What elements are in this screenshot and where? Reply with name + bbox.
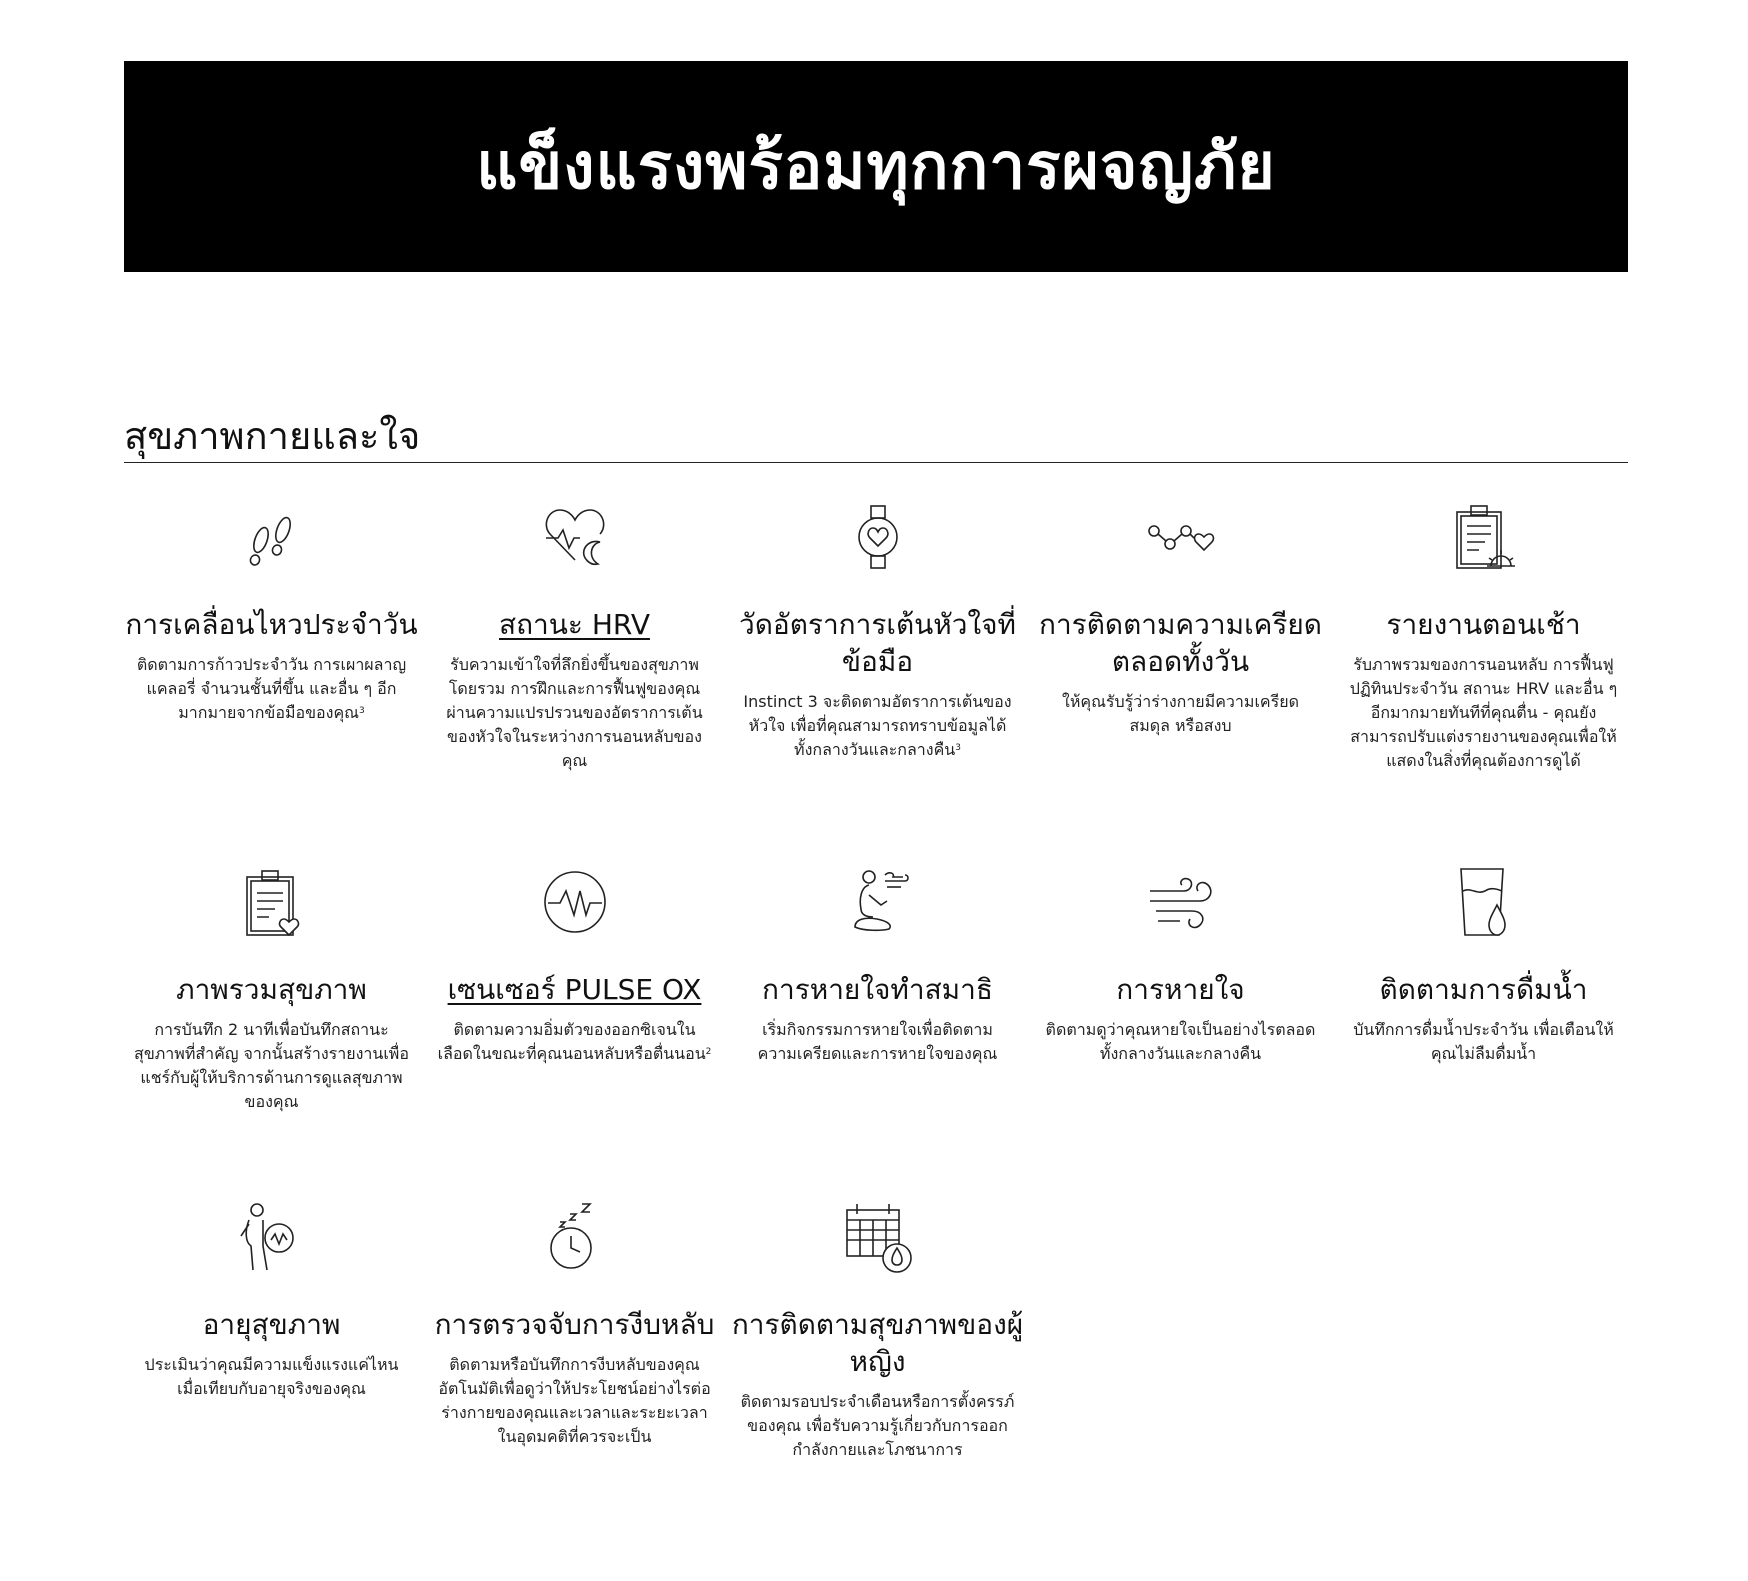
feature-description: รับความเข้าใจที่ลึกยิ่งขึ้นของสุขภาพโดยรวม การฝึกและการฟื้นฟูของคุณผ่านความแปรปรวนของอัตราการเต้นของหัวใจในระหว่างการนอนหลับของคุณ [446,655,703,770]
feature-description: ติดตามการก้าวประจำวัน การเผาผลาญแคลอรี่ จำนวนชั้นที่ขึ้น และอื่น ๆ อีกมากมายจากข้อมือของคุณ$^3$ [136,655,407,722]
feature-wrist-heart-rate [730,500,1025,762]
feature-description: บันทึกการดื่มน้ำประจำวัน เพื่อเตือนให้คุณไม่ลืมดื่มน้ำ [1353,1020,1614,1063]
nap-clock-icon [538,1200,612,1274]
footnote: 3 [955,743,961,753]
feature-hydration [1336,865,1631,1066]
watch-heart-icon [841,500,915,574]
pulse-ox-link[interactable]: เซนเซอร์ PULSE OX [447,973,702,1006]
feature-title: การเคลื่อนไหวประจำวัน [125,608,418,641]
morning-report-icon [1447,500,1521,574]
stress-tracking-icon [1144,500,1218,574]
feature-title: รายงานตอนเช้า [1386,608,1581,641]
footnote: 3 [359,706,365,716]
feature-description: ประเมินว่าคุณมีความแข็งแรงแค่ไหนเมื่อเทียบกับอายุจริงของคุณ [144,1355,399,1398]
hero-title: แข็งแรงพร้อมทุกการผจญภัย [476,129,1276,204]
feature-womens-health [730,1200,1025,1462]
feature-hrv-status [427,500,722,773]
feature-fitness-age [124,1200,419,1401]
feature-description: ให้คุณรับรู้ว่าร่างกายมีความเครียด สมดุล หรือสงบ [1062,692,1299,735]
health-clipboard-icon [235,865,309,939]
feature-breathwork [730,865,1025,1066]
footprints-icon [235,500,309,574]
feature-title: การตรวจจับการงีบหลับ [434,1308,715,1341]
heart-moon-icon [538,500,612,574]
feature-title: ภาพรวมสุขภาพ [176,973,367,1006]
pulse-ox-icon [538,865,612,939]
feature-title: อายุสุขภาพ [202,1308,341,1341]
feature-title: ติดตามการดื่มน้ำ [1379,973,1588,1006]
section-header [124,410,1628,463]
feature-nap-detection [427,1200,722,1449]
footnote: 2 [705,1047,712,1057]
hero-banner [124,61,1628,272]
feature-title: การหายใจ [1116,973,1245,1006]
feature-description: รับภาพรวมของการนอนหลับ การฟื้นฟู ปฏิทินประจำวัน สถานะ HRV และอื่น ๆ อีกมากมายทันทีที่คุณตื่น - คุณยังสามารถปรับแต่งรายงานของคุณเพื่อให้แสดงในสิ่งที่คุณต้องการดูได้ [1349,655,1618,770]
feature-description: ติดตามรอบประจำเดือนหรือการตั้งครรภ์ของคุณ เพื่อรับความรู้เกี่ยวกับการออกกำลังกายและโภชนาการ [740,1392,1015,1459]
calendar-drop-icon [841,1200,915,1274]
meditation-icon [841,865,915,939]
feature-respiration [1033,865,1328,1066]
wind-icon [1144,865,1218,939]
feature-title: วัดอัตราการเต้นหัวใจที่ข้อมือ [739,608,1016,678]
feature-pulse-ox [427,865,722,1066]
water-glass-icon [1447,865,1521,939]
section-title: สุขภาพกายและใจ [124,414,421,458]
feature-title: การติดตามความเครียดตลอดทั้งวัน [1038,608,1322,678]
feature-description: ติดตามดูว่าคุณหายใจเป็นอย่างไรตลอดทั้งกลางวันและกลางคืน [1045,1020,1316,1063]
feature-stress-tracking [1033,500,1328,738]
feature-description: เริ่มกิจกรรมการหายใจเพื่อติดตามความเครียดและการหายใจของคุณ [757,1020,998,1063]
feature-morning-report [1336,500,1631,773]
feature-description: Instinct 3 จะติดตามอัตราการเต้นของหัวใจ เพื่อที่คุณสามารถทราบข้อมูลได้ทั้งกลางวันและกลางคืน$^3$ [743,692,1012,759]
feature-description: การบันทึก 2 นาทีเพื่อบันทึกสถานะสุขภาพที่สำคัญ จากนั้นสร้างรายงานเพื่อแชร์กับผู้ให้บริการด้านการดูแลสุขภาพของคุณ [134,1020,409,1111]
feature-description: ติดตามหรือบันทึกการงีบหลับของคุณอัตโนมัติเพื่อดูว่าให้ประโยชน์อย่างไรต่อร่างกายของคุณและเวลาและระยะเวลาในอุดมคติที่ควรจะเป็น [438,1355,711,1446]
feature-health-snapshot [124,865,419,1114]
feature-daily-activity [124,500,419,725]
feature-title: การติดตามสุขภาพของผู้หญิง [731,1308,1024,1378]
hrv-status-link[interactable]: สถานะ HRV [499,608,650,641]
fitness-age-icon [235,1200,309,1274]
feature-description: ติดตามความอิ่มตัวของออกซิเจนในเลือดในขณะที่คุณนอนหลับหรือตื่นนอน$^2$ [437,1020,712,1063]
feature-title: การหายใจทำสมาธิ [762,973,993,1006]
